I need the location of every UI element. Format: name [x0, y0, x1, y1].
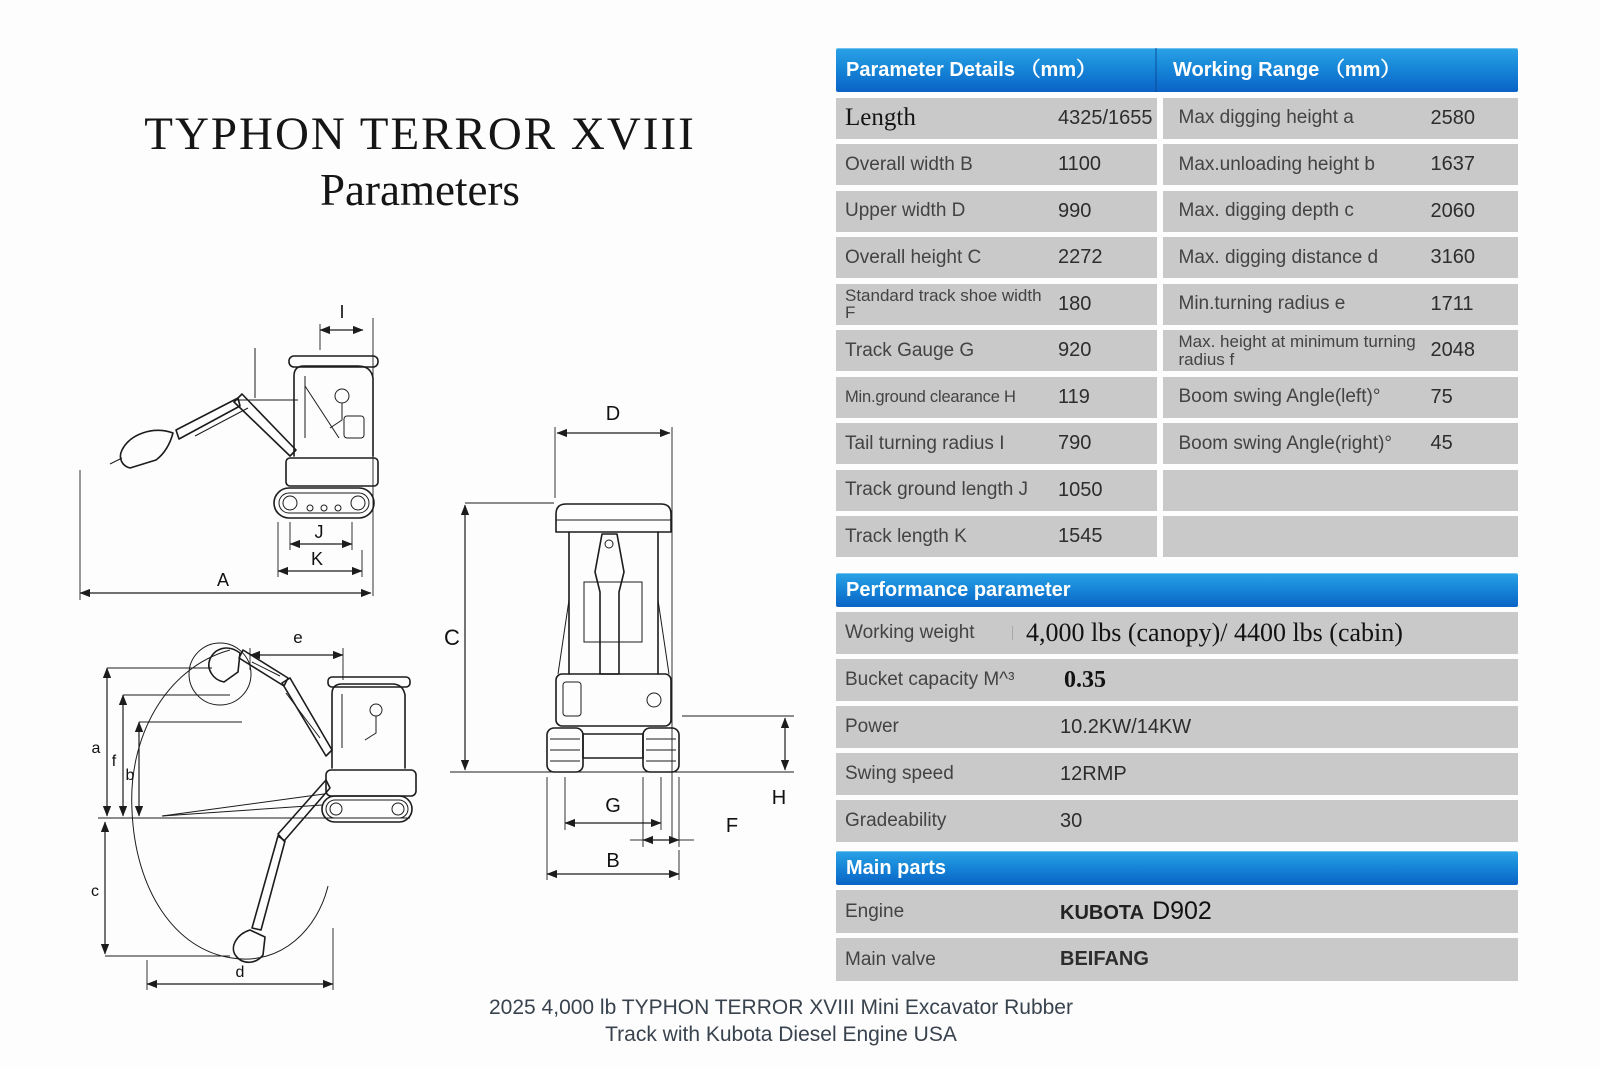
performance-section-header: Performance parameter [836, 573, 1518, 607]
caption [0, 994, 1562, 1048]
performance-value: 4,000 lbs (canopy)/ 4400 lbs (cabin) [1026, 618, 1403, 647]
spec-table-header [836, 48, 1518, 92]
range-label: Max. digging distance d [1178, 246, 1379, 268]
range-dim-c [91, 822, 230, 956]
performance-value: 0.35 [1064, 666, 1106, 693]
performance-row [836, 612, 1518, 654]
performance-value: 12RMP [1060, 762, 1127, 785]
side-view-dim-J [290, 522, 352, 550]
param-value: 1100 [1058, 153, 1102, 175]
performance-row [836, 753, 1518, 795]
range-dim-f [112, 695, 230, 816]
main-valve-row [836, 938, 1518, 981]
engine-model: D902 [1152, 897, 1212, 925]
engine-row [836, 890, 1518, 933]
range-value: 3160 [1430, 246, 1475, 268]
range-label: Max. digging depth c [1178, 200, 1354, 222]
range-dim-e [250, 628, 343, 680]
faint-tick [1012, 626, 1013, 640]
engine-brand: KUBOTA [1060, 902, 1145, 924]
range-label: Min.turning radius e [1178, 293, 1346, 315]
range-label: Max digging height a [1178, 107, 1354, 129]
dim-label-A: A [216, 570, 230, 590]
param-label: Upper width D [845, 200, 966, 222]
param-value: 2272 [1058, 246, 1103, 268]
range-value: 1711 [1430, 292, 1474, 315]
dim-label-e: e [293, 628, 303, 647]
side-view-dim-A [80, 470, 371, 600]
param-label: Length [845, 104, 916, 132]
range-value: 2580 [1430, 106, 1475, 129]
param-label: Overall width B [845, 153, 973, 175]
param-label: Track ground length J [845, 479, 1029, 501]
table-row [836, 470, 1518, 511]
table-row [836, 377, 1518, 418]
param-value: 990 [1058, 199, 1092, 222]
table-row [836, 191, 1518, 232]
range-value: 1637 [1430, 153, 1475, 175]
performance-row [836, 800, 1518, 842]
performance-label: Gradeability [845, 810, 947, 832]
dim-label-F: F [725, 815, 739, 837]
dim-label-D: D [605, 403, 621, 425]
range-value: 2048 [1430, 339, 1475, 361]
dim-label-B: B [606, 850, 620, 872]
performance-row [836, 706, 1518, 748]
dim-label-G: G [605, 795, 621, 817]
param-value: 1545 [1058, 525, 1103, 547]
dim-label-c: c [91, 883, 99, 900]
range-label: Max. height at minimum turning radius f [1178, 332, 1416, 369]
dim-label-d: d [235, 964, 245, 981]
front-view-machine [547, 504, 679, 772]
param-label: Overall height C [845, 246, 982, 268]
front-dim-D [555, 403, 672, 842]
param-label: Track Gauge G [845, 339, 975, 361]
diagram-side-view [58, 288, 380, 606]
param-value: 119 [1058, 385, 1090, 408]
table-row [836, 516, 1518, 557]
param-label: Tail turning radius I [845, 432, 1005, 454]
range-label: Boom swing Angle(right)° [1178, 432, 1393, 454]
title-line-2: Parameters [320, 165, 520, 215]
front-dim-B [547, 777, 679, 880]
performance-label: Working weight [845, 622, 975, 644]
engine-value [1060, 897, 1212, 926]
dim-label-H: H [771, 787, 787, 809]
performance-value: 30 [1060, 809, 1083, 832]
dim-label-a: a [91, 740, 101, 757]
table-row [836, 98, 1518, 139]
range-value: 2060 [1430, 199, 1475, 222]
engine-label: Engine [845, 900, 905, 922]
param-label: Standard track shoe width F [845, 285, 1042, 322]
param-label: Track length K [845, 525, 967, 547]
param-value: 920 [1058, 339, 1092, 361]
front-dim-H [682, 716, 794, 809]
caption-line-2: Track with Kubota Diesel Engine USA [605, 1023, 957, 1046]
spec-table [836, 48, 1518, 981]
working-envelope-curve [132, 650, 328, 959]
range-value: 45 [1430, 432, 1453, 454]
table-row [836, 237, 1518, 278]
table-row [836, 144, 1518, 185]
param-label: Min.ground clearance H [845, 387, 1016, 406]
dim-label-C: C [444, 625, 460, 650]
title-line-1: TYPHON TERROR XVIII [144, 108, 696, 160]
dim-label-I: I [339, 302, 345, 322]
side-view-cab [286, 356, 378, 486]
range-label: Max.unloading height b [1178, 153, 1375, 175]
page-title [95, 106, 745, 218]
performance-value: 10.2KW/14KW [1060, 715, 1192, 738]
working-range-header: Working Range （mm） [1173, 59, 1401, 81]
table-row [836, 330, 1518, 371]
side-view-tracks [274, 488, 374, 518]
param-value: 1050 [1058, 478, 1103, 501]
front-dim-C [444, 503, 554, 770]
dim-label-K: K [310, 549, 324, 569]
main-valve-label: Main valve [845, 948, 936, 970]
front-dim-G [565, 777, 661, 830]
param-value: 790 [1058, 432, 1092, 454]
table-row [836, 423, 1518, 464]
front-dim-F [630, 777, 738, 847]
working-range-machine [162, 643, 416, 962]
dim-label-b: b [125, 767, 135, 784]
range-value: 75 [1430, 385, 1453, 408]
main-parts-section-header: Main parts [836, 851, 1518, 885]
diagram-front-view [432, 382, 800, 887]
table-row [836, 284, 1518, 325]
performance-label: Swing speed [845, 763, 954, 785]
dim-label-J: J [314, 522, 324, 542]
side-view-dim-I [320, 302, 373, 596]
range-label: Boom swing Angle(left)° [1178, 386, 1381, 408]
diagram-working-range [80, 598, 442, 998]
dim-label-f: f [111, 753, 117, 770]
param-value: 4325/1655 [1058, 106, 1153, 129]
performance-row [836, 659, 1518, 701]
main-valve-value: BEIFANG [1060, 948, 1149, 970]
performance-label: Bucket capacity M^³ [845, 669, 1015, 691]
caption-line-1: 2025 4,000 lb TYPHON TERROR XVIII Mini Excavator Rubber [489, 996, 1073, 1019]
side-view-boom [110, 348, 298, 468]
param-value: 180 [1058, 292, 1092, 315]
parameter-details-header: Parameter Details （mm） [836, 48, 1157, 92]
performance-label: Power [845, 716, 899, 738]
